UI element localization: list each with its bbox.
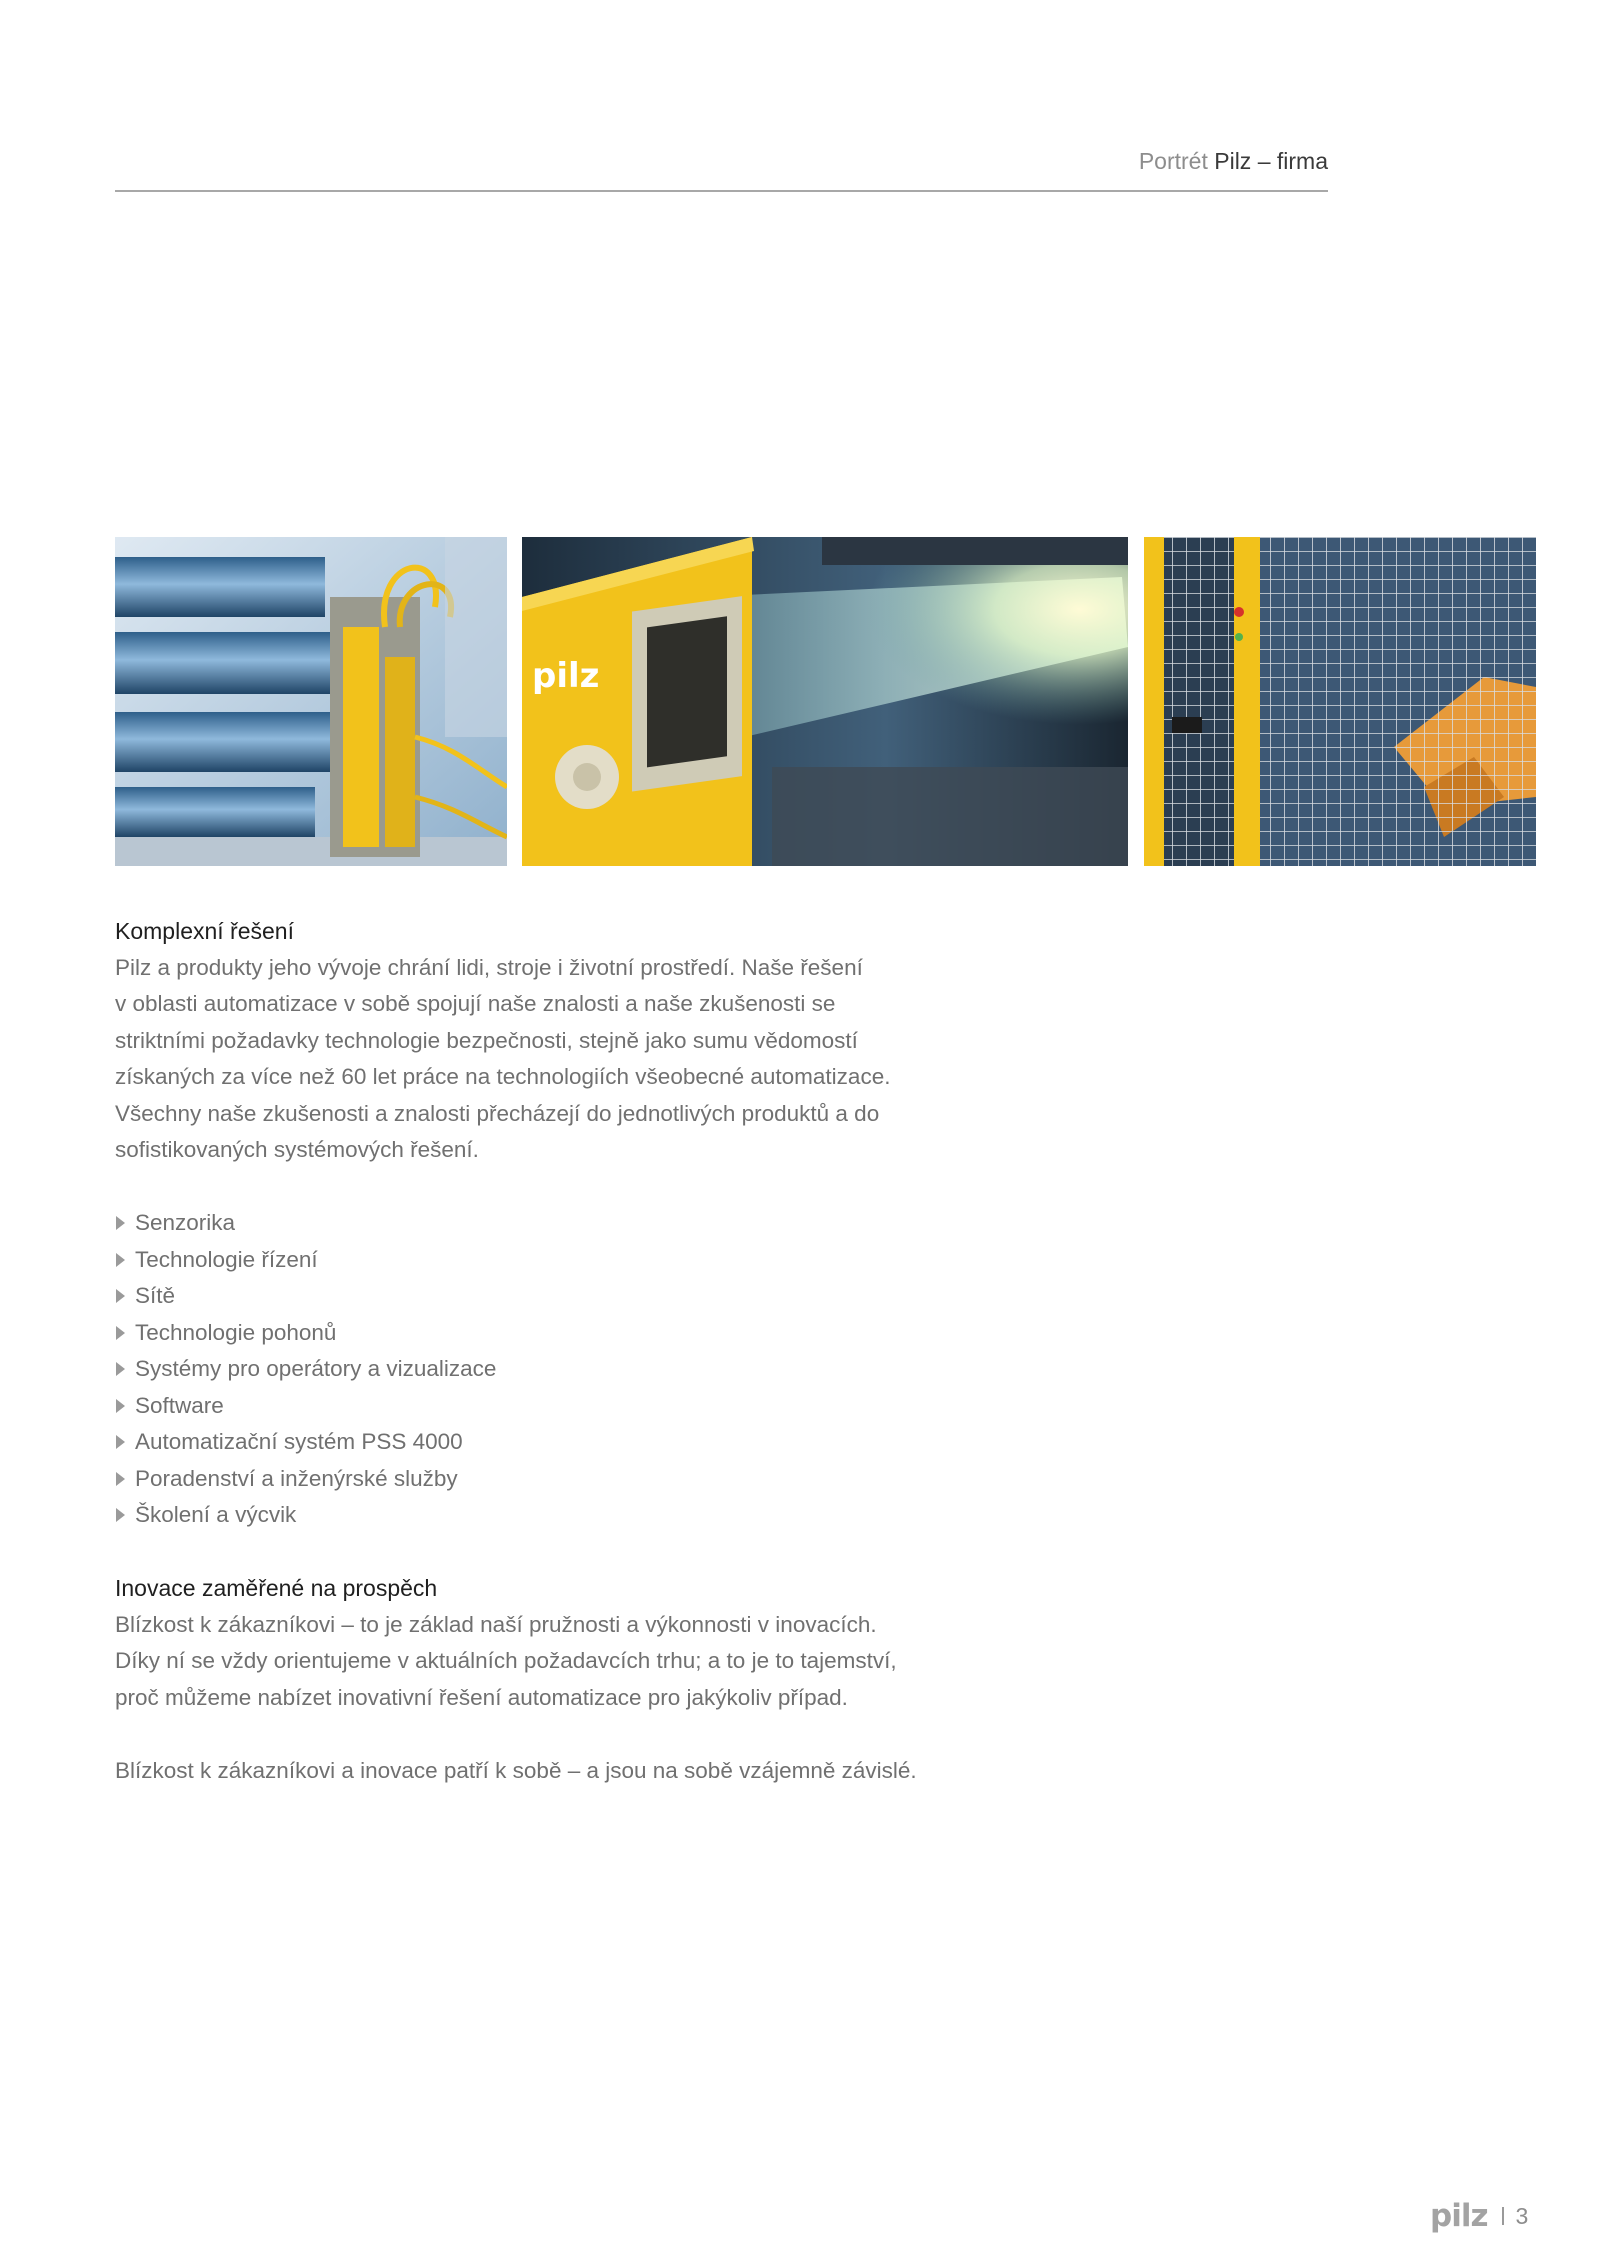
feature-label: Systémy pro operátory a vizualizace: [135, 1356, 497, 1381]
triangle-bullet-icon: [116, 1362, 125, 1376]
feature-label: Technologie pohonů: [135, 1319, 337, 1345]
page-number: 3: [1515, 2202, 1529, 2229]
page-footer: [1430, 2196, 1528, 2236]
header-title: Pilz – firma: [1214, 148, 1328, 174]
section1-line-2: v oblasti automatizace v sobě spojují naše znalosti a naše zkušenosti se: [115, 991, 836, 1016]
section-heading-innovation: Inovace zaměřené na prospěch: [115, 1575, 438, 1601]
feature-label: Školení a výcvik: [135, 1502, 297, 1527]
device-pilz-logo: pilz: [532, 656, 600, 696]
triangle-bullet-icon: [116, 1435, 125, 1449]
feature-label: Poradenství a inženýrské služby: [135, 1465, 458, 1491]
footer-separator: [1502, 2207, 1504, 2225]
list-item: [115, 1205, 935, 1242]
list-item: [115, 1497, 935, 1534]
list-item: [115, 1351, 935, 1388]
list-item: [115, 1242, 935, 1279]
triangle-bullet-icon: [116, 1253, 125, 1267]
triangle-bullet-icon: [116, 1216, 125, 1230]
feature-label: Sítě: [135, 1283, 176, 1308]
triangle-bullet-icon: [116, 1326, 125, 1340]
section2-line-2: Díky ní se vždy orientujeme v aktuálních požadavcích trhu; a to je to tajemství,: [115, 1648, 897, 1673]
photo-rollers-and-modules: [115, 537, 507, 866]
feature-label: Software: [135, 1392, 224, 1418]
section1-line-4: získaných za více než 60 let práce na technologiích všeobecné automatizace.: [115, 1064, 891, 1089]
triangle-bullet-icon: [116, 1472, 125, 1486]
section-heading-complex-solutions: Komplexní řešení: [115, 918, 294, 944]
triangle-bullet-icon: [116, 1289, 125, 1303]
section2-line-3: proč můžeme nabízet inovativní řešení automatizace pro jakýkoliv případ.: [115, 1684, 848, 1710]
list-item: [115, 1461, 935, 1498]
header-section: Portrét: [1138, 148, 1208, 174]
section1-line-1: Pilz a produkty jeho vývoje chrání lidi, stroje i životní prostředí. Naše řešení: [115, 954, 863, 980]
section1-line-6: sofistikovaných systémových řešení.: [115, 1137, 479, 1162]
list-item: [115, 1315, 935, 1352]
pilz-logo: pilz: [1430, 2198, 1488, 2234]
list-item: [115, 1424, 935, 1461]
closing-statement: Blízkost k zákazníkovi a inovace patří k sobě – a jsou na sobě vzájemně závislé.: [115, 1757, 917, 1783]
section1-line-5: Všechny naše zkušenosti a znalosti přecházejí do jednotlivých produktů a do: [115, 1100, 880, 1126]
feature-label: Technologie řízení: [135, 1246, 318, 1272]
section2-line-1: Blízkost k zákazníkovi – to je základ naší pružnosti a výkonnosti v inovacích.: [115, 1611, 877, 1637]
triangle-bullet-icon: [116, 1508, 125, 1522]
list-item: [115, 1388, 935, 1425]
page-header: [115, 146, 1328, 176]
photo-pilz-device: [522, 537, 1128, 866]
feature-label: Senzorika: [135, 1210, 236, 1235]
header-divider: [115, 190, 1328, 192]
photo-safety-fence-robot: [1144, 537, 1536, 866]
list-item: [115, 1278, 935, 1315]
triangle-bullet-icon: [116, 1399, 125, 1413]
main-content: [115, 913, 935, 1789]
feature-list: [115, 1205, 935, 1534]
section1-line-3: striktními požadavky technologie bezpečnosti, stejně jako sumu vědomostí: [115, 1027, 858, 1053]
feature-label: Automatizační systém PSS 4000: [135, 1429, 463, 1454]
